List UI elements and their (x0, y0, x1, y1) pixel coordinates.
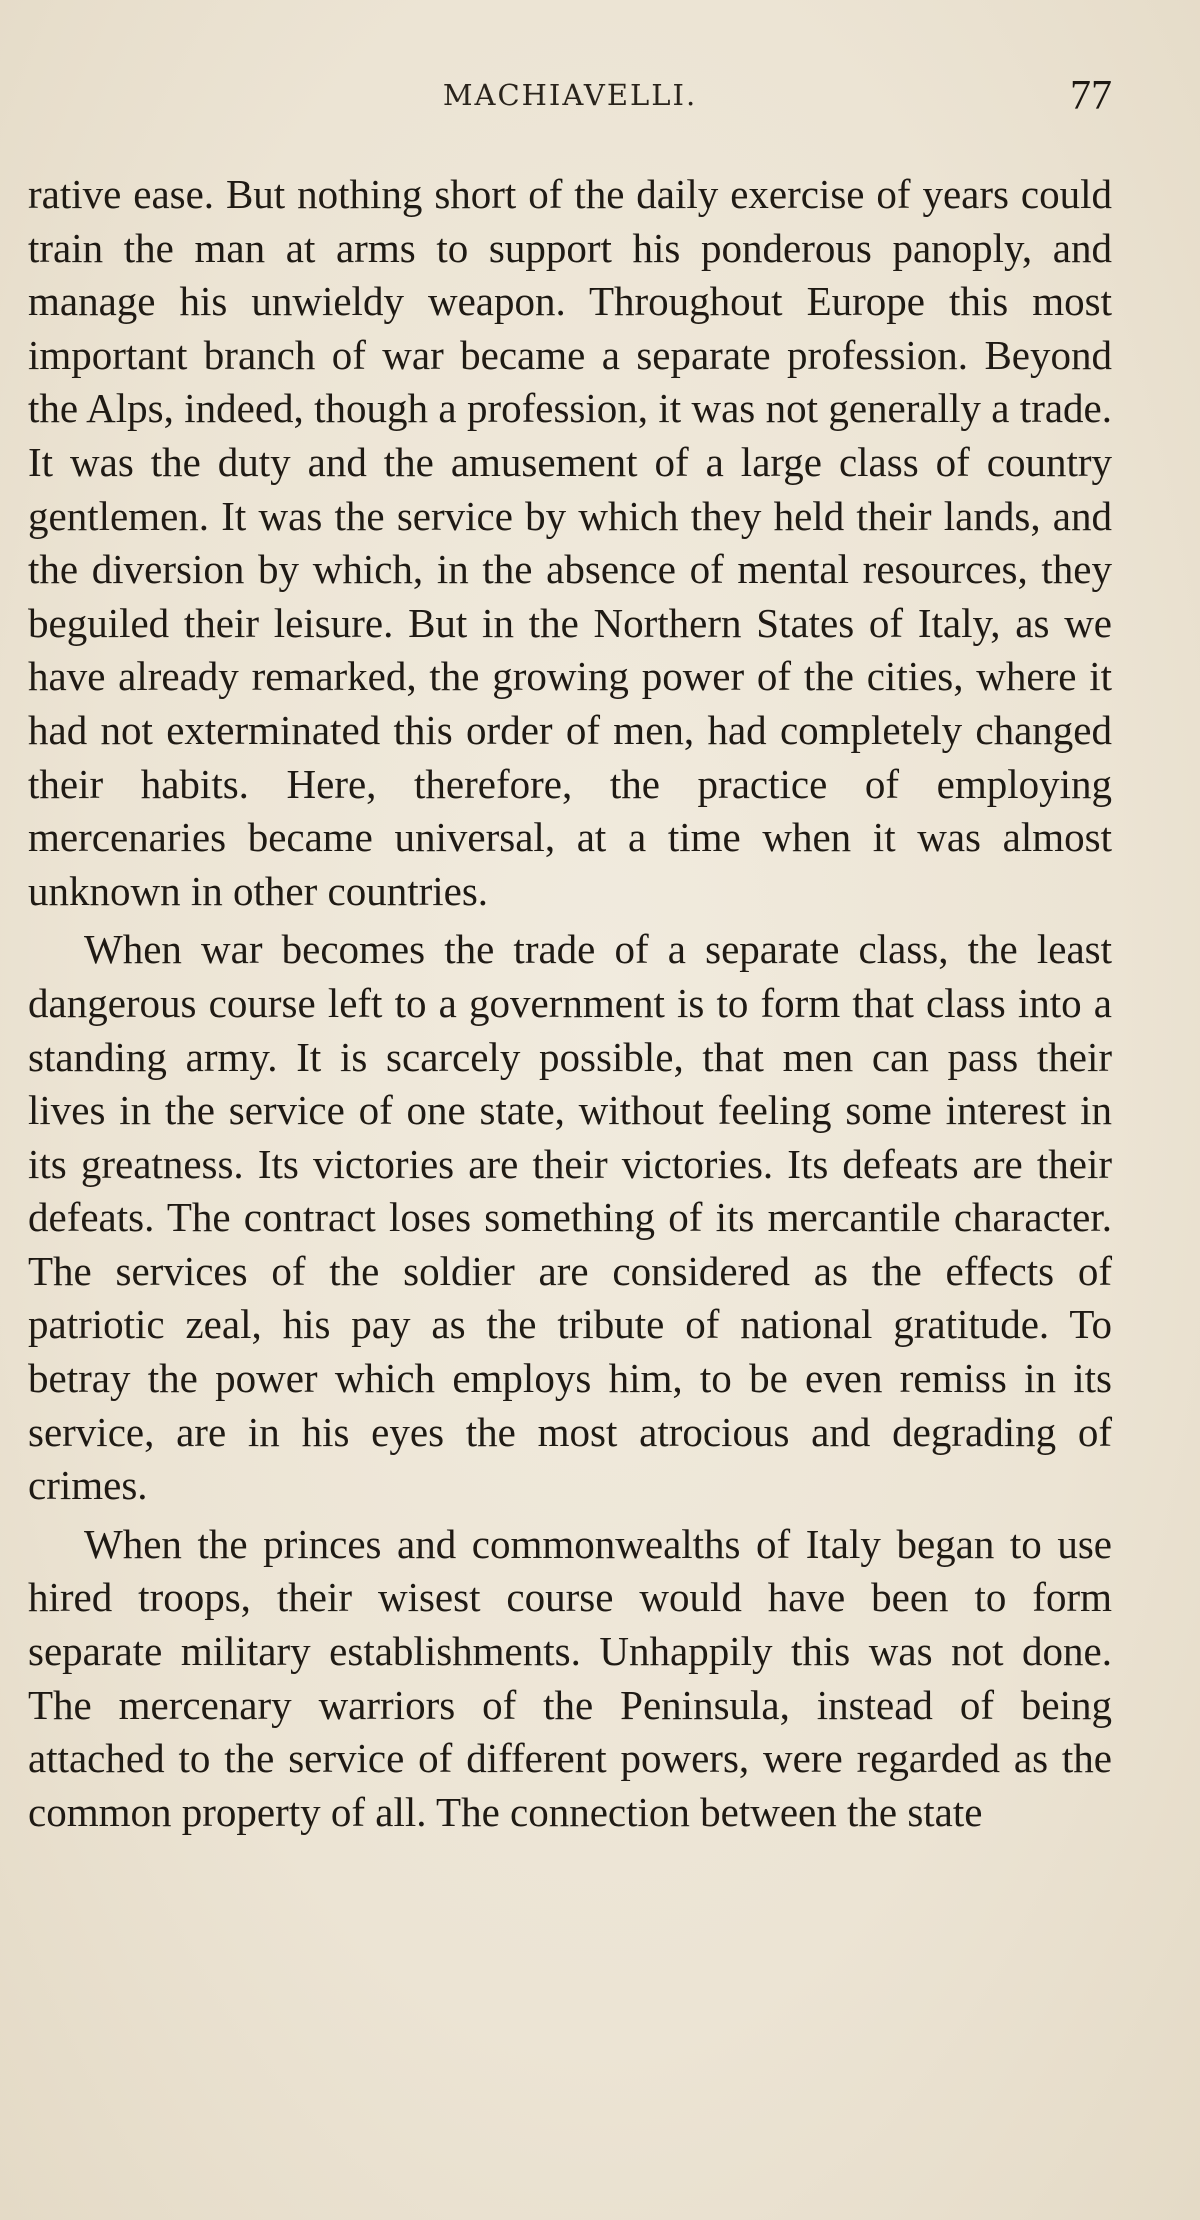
paragraph-3: When the princes and commonwealths of Italy began to use hired troops, their wisest course would have been to form separate military establishments. Unhappily this was not done. The mercenary warriors of the Peninsula, instead of being attached to the service of different powers, were regarded as the common property of all. The connection between the state (28, 1520, 1112, 1835)
body-text (28, 168, 1112, 1839)
paragraph-1: rative ease. But nothing short of the daily exercise of years could train the man at arms to support his ponderous panoply, and manage his unwieldy weapon. Throughout Europe this most important branch of war became a separate profession. Beyond the Alps, indeed, though a profession, it was not generally a trade. It was the duty and the amusement of a large class of country gentlemen. It was the service by which they held their lands, and the diversion by which, in the absence of mental resources, they beguiled their leisure. But in the Northern States of Italy, as we have already remarked, the growing power of the cities, where it had not exterminated this order of men, had completely changed their habits. Here, therefore, the practice of employing mercenaries became universal, at a time when it was almost unknown in other countries. (28, 171, 1112, 914)
paragraph-2: When war becomes the trade of a separate class, the least dangerous course left to a government is to form that class into a standing army. It is scarcely possible, that men can pass their lives in the service of one state, without feeling some interest in its greatness. Its victories are their victories. Its defeats are their defeats. The contract loses something of its mercantile character. The services of the soldier are considered as the effects of patriotic zeal, his pay as the tribute of national gratitude. To betray the power which employs him, to be even remiss in its service, are in his eyes the most atrocious and degrading of crimes. (28, 926, 1112, 1509)
page-number: 77 (1070, 73, 1112, 119)
running-head: MACHIAVELLI. (442, 78, 698, 112)
page-header (28, 72, 1112, 122)
